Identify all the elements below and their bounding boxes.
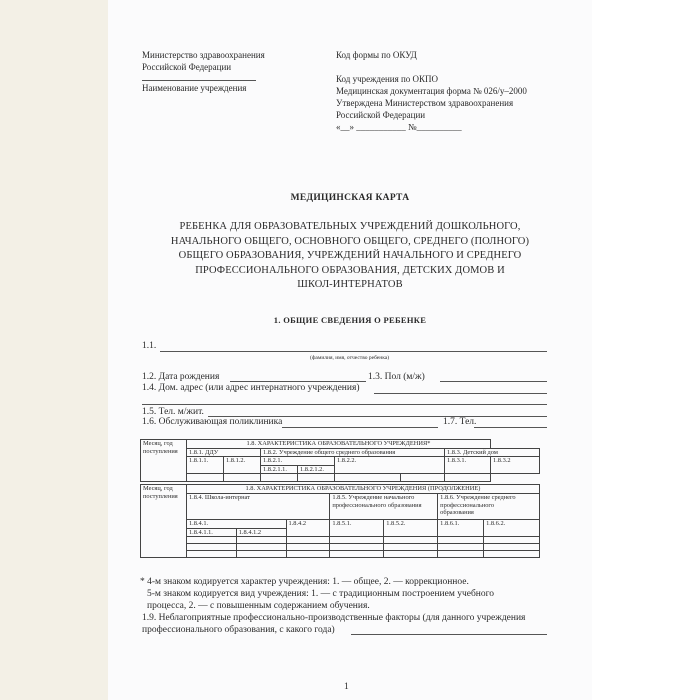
empty-cell[interactable] [236, 551, 286, 558]
card-title: МЕДИЦИНСКАЯ КАРТА [290, 193, 410, 203]
table-1-8-part2 [140, 484, 540, 558]
empty-cell[interactable] [298, 474, 335, 482]
empty-cell[interactable] [286, 537, 330, 544]
cell-1-8-3-2[interactable]: 1.8.3.2 [491, 457, 540, 474]
cell-1-8-2-1-2[interactable]: 1.8.2.1.2. [298, 465, 335, 474]
field-1-9-label-line1: 1.9. Неблагоприятные профессионально-производственные факторы (для данного учреждения [142, 613, 526, 623]
cell-1-8-6-2[interactable]: 1.8.6.2. [484, 520, 540, 537]
field-1-3-line[interactable] [440, 381, 547, 382]
admission-label-1: поступления [143, 447, 178, 455]
empty-cell[interactable] [384, 544, 438, 551]
form-page [108, 0, 592, 700]
empty-cell[interactable] [187, 474, 224, 482]
field-1-1-line[interactable] [160, 351, 547, 352]
cell-1-8-5-line2: профессионального образования [332, 501, 422, 509]
empty-cell[interactable] [484, 551, 540, 558]
approved-line1: Утверждена Министерством здравоохранения [336, 98, 514, 108]
cell-1-8-4-1-1[interactable]: 1.8.4.1.1. [186, 528, 236, 537]
med-doc-form: Медицинская документация форма № 026/у–2000 [336, 86, 527, 96]
empty-cell[interactable] [445, 474, 491, 482]
month-year-label-1: Месяц, год [143, 440, 173, 447]
approved-line2: Российской Федерации [336, 110, 426, 120]
cell-1-8-2: 1.8.2. Учреждение общего среднего образования [261, 448, 445, 457]
field-1-5-label: 1.5. Тел. м/жит. [142, 407, 204, 417]
cell-1-8-5 [330, 494, 438, 520]
subtitle-line3: ОБЩЕГО ОБРАЗОВАНИЯ, УЧРЕЖДЕНИЙ НАЧАЛЬНОГО И СРЕДНЕГО [178, 250, 522, 262]
field-1-6-label: 1.6. Обслуживающая поликлиника [142, 417, 283, 427]
cell-1-8-5-1[interactable]: 1.8.5.1. [330, 520, 384, 537]
empty-cell[interactable] [286, 544, 330, 551]
field-1-4-label: 1.4. Дом. адрес (или адрес интернатного учреждения) [142, 383, 360, 393]
field-1-9-line[interactable] [351, 634, 547, 635]
empty-cell[interactable] [236, 544, 286, 551]
empty-cell[interactable] [438, 544, 484, 551]
empty-cell[interactable] [438, 537, 484, 544]
cell-1-8-6-line2: профессионального [440, 501, 495, 509]
institution-name-underline [142, 80, 256, 81]
empty-cell[interactable] [438, 551, 484, 558]
field-1-3-label: 1.3. Пол (м/ж) [368, 372, 425, 382]
table-1-8-part1 [140, 439, 540, 482]
empty-cell[interactable] [261, 474, 298, 482]
empty-cell[interactable] [330, 537, 384, 544]
cell-1-8-3: 1.8.3. Детский дом [445, 448, 540, 457]
okpo-code: Код учреждения по ОКПО [336, 74, 439, 84]
admission-label-2: поступления [143, 492, 178, 500]
cell-1-8-5-line1: 1.8.5. Учреждение начального [332, 494, 415, 501]
empty-cell[interactable] [384, 551, 438, 558]
field-1-9-label-line2: профессионального образования, с какого года) [142, 625, 335, 635]
subtitle-line1: РЕБЕНКА ДЛЯ ОБРАЗОВАТЕЛЬНЫХ УЧРЕЖДЕНИЙ ДОШКОЛЬНОГО, [179, 221, 521, 232]
empty-cell[interactable] [286, 551, 330, 558]
cell-1-8-3-1[interactable]: 1.8.3.1. [445, 457, 491, 474]
cell-1-8-1: 1.8.1. ДДУ [187, 448, 261, 457]
cell-1-8-5-2[interactable]: 1.8.5.2. [384, 520, 438, 537]
field-1-7-label: 1.7. Тел. [443, 417, 477, 427]
cell-1-8-4-2[interactable]: 1.8.4.2 [286, 520, 330, 537]
empty-cell[interactable] [186, 551, 236, 558]
subtitle-line2: НАЧАЛЬНОГО ОБЩЕГО, ОСНОВНОГО ОБЩЕГО, СРЕДНЕГО (ПОЛНОГО) [170, 235, 530, 247]
empty-cell[interactable] [484, 537, 540, 544]
field-1-4-line2[interactable] [142, 404, 547, 405]
cell-1-8-4-1[interactable]: 1.8.4.1. [186, 520, 286, 529]
empty-cell[interactable] [384, 537, 438, 544]
subtitle-line4: ПРОФЕССИОНАЛЬНОГО ОБРАЗОВАНИЯ, ДЕТСКИХ ДОМОВ И [195, 264, 505, 276]
table-header-2: 1.8. ХАРАКТЕРИСТИКА ОБРАЗОВАТЕЛЬНОГО УЧРЕЖДЕНИЯ (ПРОДОЛЖЕНИЕ) [186, 485, 539, 494]
empty-cell[interactable] [401, 474, 445, 482]
cell-1-8-4: 1.8.4. Школа-интернат [186, 494, 329, 520]
field-1-1-label: 1.1. [142, 341, 157, 351]
left-page-edge [0, 0, 109, 700]
cell-1-8-1-2[interactable]: 1.8.1.2. [224, 457, 261, 474]
subtitle-line5: ШКОЛ-ИНТЕРНАТОВ [297, 279, 403, 291]
empty-cell[interactable] [335, 474, 401, 482]
cell-1-8-4-1-2[interactable]: 1.8.4.1.2 [236, 528, 286, 537]
field-1-6-line[interactable] [282, 427, 438, 428]
table-header-1: 1.8. ХАРАКТЕРИСТИКА ОБРАЗОВАТЕЛЬНОГО УЧРЕЖДЕНИЯ* [187, 440, 491, 449]
okud-code: Код формы по ОКУД [336, 50, 417, 60]
cell-1-8-6 [438, 494, 540, 520]
footnote-process: процесса, 2. — с повышенным содержанием обучения. [147, 601, 370, 611]
section1-heading: 1. ОБЩИЕ СВЕДЕНИЯ О РЕБЕНКЕ [273, 315, 427, 325]
empty-cell[interactable] [236, 537, 286, 544]
page-number: 1 [344, 682, 349, 692]
cell-1-8-1-1[interactable]: 1.8.1.1. [187, 457, 224, 474]
empty-cell[interactable] [330, 544, 384, 551]
empty-cell[interactable] [330, 551, 384, 558]
cell-1-8-2-2[interactable]: 1.8.2.2. [335, 457, 445, 474]
empty-cell[interactable] [224, 474, 261, 482]
empty-cell[interactable] [186, 544, 236, 551]
field-1-7-line[interactable] [474, 427, 547, 428]
cell-1-8-6-line3: образования [440, 509, 474, 516]
cell-1-8-6-1[interactable]: 1.8.6.1. [438, 520, 484, 537]
month-year-label-2: Месяц, год [143, 485, 173, 492]
ministry-line1: Министерство здравоохранения [142, 50, 265, 60]
field-1-2-label: 1.2. Дата рождения [142, 372, 220, 382]
footnote-4th-sign: * 4-м знаком кодируется характер учреждения: 1. — общее, 2. — коррекционное. [140, 577, 469, 587]
date-number: «__» ___________ №__________ [336, 122, 462, 132]
cell-1-8-2-1[interactable]: 1.8.2.1. [261, 457, 335, 466]
cell-1-8-2-1-1[interactable]: 1.8.2.1.1. [261, 465, 298, 474]
field-1-1-hint: (фамилия, имя, отчество ребенка) [310, 355, 390, 361]
empty-cell[interactable] [484, 544, 540, 551]
footnote-5th-sign: 5-м знаком кодируется вид учреждения: 1. — с традиционным построением учебного [147, 589, 495, 599]
month-year-cell-1 [141, 440, 187, 482]
field-1-4-line1[interactable] [374, 393, 547, 394]
cell-1-8-6-line1: 1.8.6. Учреждение среднего [440, 494, 516, 501]
empty-cell[interactable] [186, 537, 236, 544]
background [592, 0, 700, 700]
institution-name-label: Наименование учреждения [142, 83, 247, 93]
ministry-line2: Российской Федерации [142, 62, 232, 72]
month-year-cell-2 [141, 485, 187, 558]
